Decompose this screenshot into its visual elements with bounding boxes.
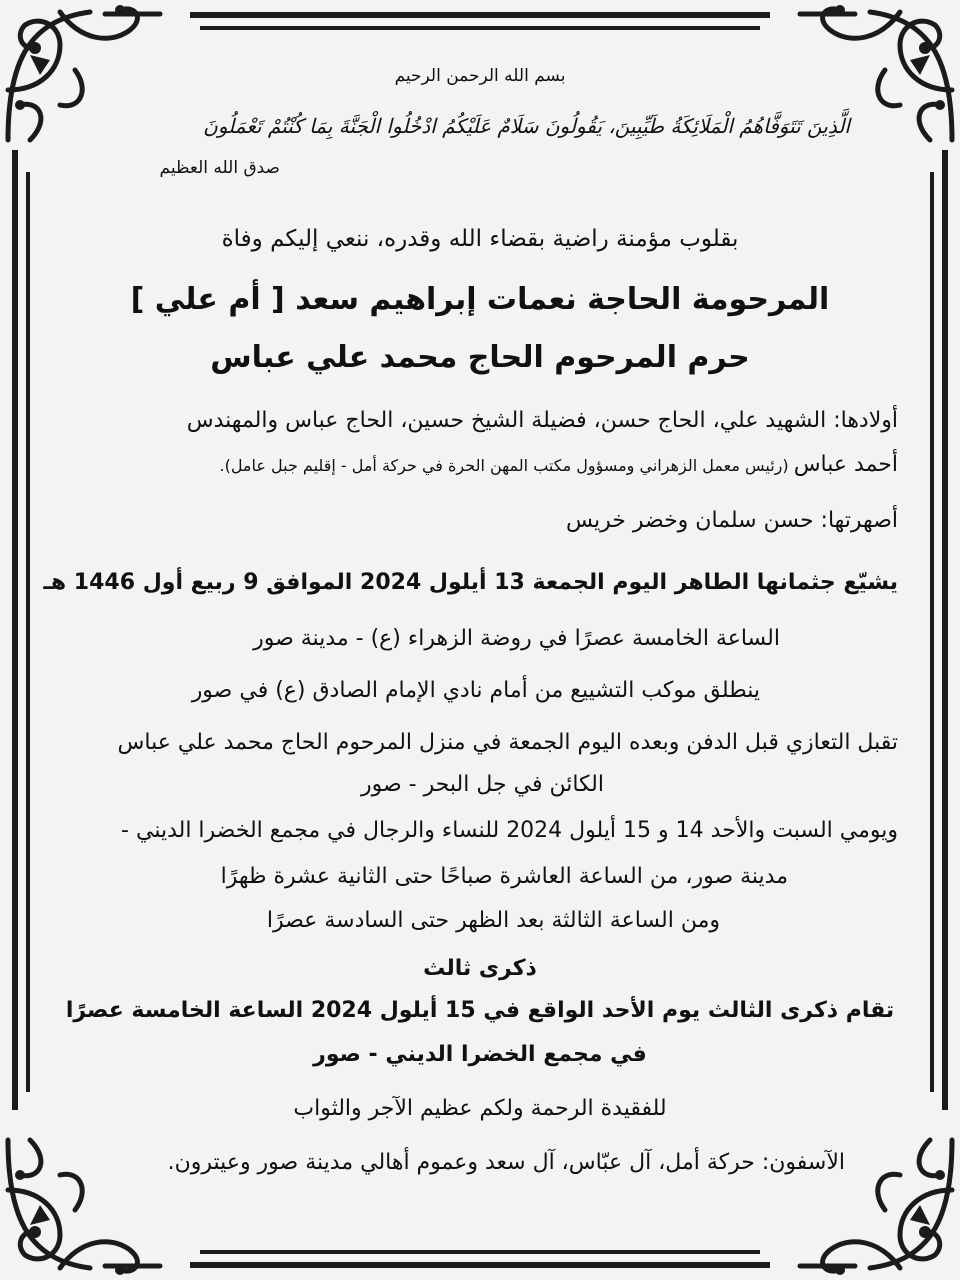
condolences-line-1: تقبل التعازي قبل الدفن وبعده اليوم الجمعة في منزل المرحوم الحاج محمد علي عباس xyxy=(117,730,898,755)
basmala: بسم الله الرحمن الرحيم xyxy=(394,66,566,86)
condolences-line-2: الكائن في جل البحر - صور xyxy=(360,772,604,797)
children-line-1: أولادها: الشهيد علي، الحاج حسن، فضيلة الشيخ حسين، الحاج عباس والمهندس xyxy=(186,408,898,433)
children-line-2 xyxy=(219,452,898,477)
memorial-line-2: في مجمع الخضرا الديني - صور xyxy=(313,1042,647,1067)
deceased-name: المرحومة الحاجة نعمات إبراهيم سعد [ أم علي ] xyxy=(130,282,830,317)
mourners-line: الآسفون: حركة أمل، آل عبّاس، آل سعد وعموم أهالي مدينة صور وعيترون. xyxy=(167,1150,845,1175)
frame-top-outer xyxy=(190,12,770,18)
frame-top-inner xyxy=(200,26,760,30)
condolences-line-5: ومن الساعة الثالثة بعد الظهر حتى السادسة عصرًا xyxy=(266,908,720,933)
children-line-2-name: أحمد عباس xyxy=(793,452,898,477)
spouse-line: حرم المرحوم الحاج محمد علي عباس xyxy=(210,340,750,375)
frame-bottom-inner xyxy=(200,1250,760,1254)
funeral-line-2: الساعة الخامسة عصرًا في روضة الزهراء (ع) - مدينة صور xyxy=(253,626,780,651)
announcement-intro: بقلوب مؤمنة راضية بقضاء الله وقدره، ننعي إليكم وفاة xyxy=(221,226,739,252)
frame-bottom-outer xyxy=(190,1262,770,1268)
memorial-title: ذكرى ثالث xyxy=(423,956,537,981)
funeral-line-1: يشيّع جثمانها الطاهر اليوم الجمعة 13 أيلول 2024 الموافق 9 ربيع أول 1446 هـ xyxy=(43,570,898,595)
memorial-line-1: تقام ذكرى الثالث يوم الأحد الواقع في 15 أيلول 2024 الساعة الخامسة عصرًا xyxy=(65,998,895,1023)
corner-ornament-bottom-left xyxy=(0,1130,180,1280)
children-line-2-note: (رئيس معمل الزهراني ومسؤول مكتب المهن الحرة في حركة أمل - إقليم جبل عامل). xyxy=(219,456,794,475)
condolences-line-4: مدينة صور، من الساعة العاشرة صباحًا حتى الثانية عشرة ظهرًا xyxy=(220,864,788,889)
condolences-line-3: ويومي السبت والأحد 14 و 15 أيلول 2024 للنساء والرجال في مجمع الخضرا الديني - xyxy=(121,818,898,843)
closing-prayer: للفقيدة الرحمة ولكم عظيم الآجر والثواب xyxy=(293,1096,667,1121)
sadaq-allah: صدق الله العظيم xyxy=(159,158,280,178)
funeral-line-3: ينطلق موكب التشييع من أمام نادي الإمام الصادق (ع) في صور xyxy=(191,678,760,703)
quran-verse: الَّذِينَ تَتَوَفَّاهُمُ الْمَلَائِكَةُ طَيِّبِينَ، يَقُولُونَ سَلَامٌ عَلَيْكُمُ ادْخُلُوا الْجَنَّةَ بِمَا كُنْتُمْ تَعْمَلُونَ xyxy=(203,114,850,138)
in-laws-line: أصهرتها: حسن سلمان وخضر خريس xyxy=(565,508,898,533)
